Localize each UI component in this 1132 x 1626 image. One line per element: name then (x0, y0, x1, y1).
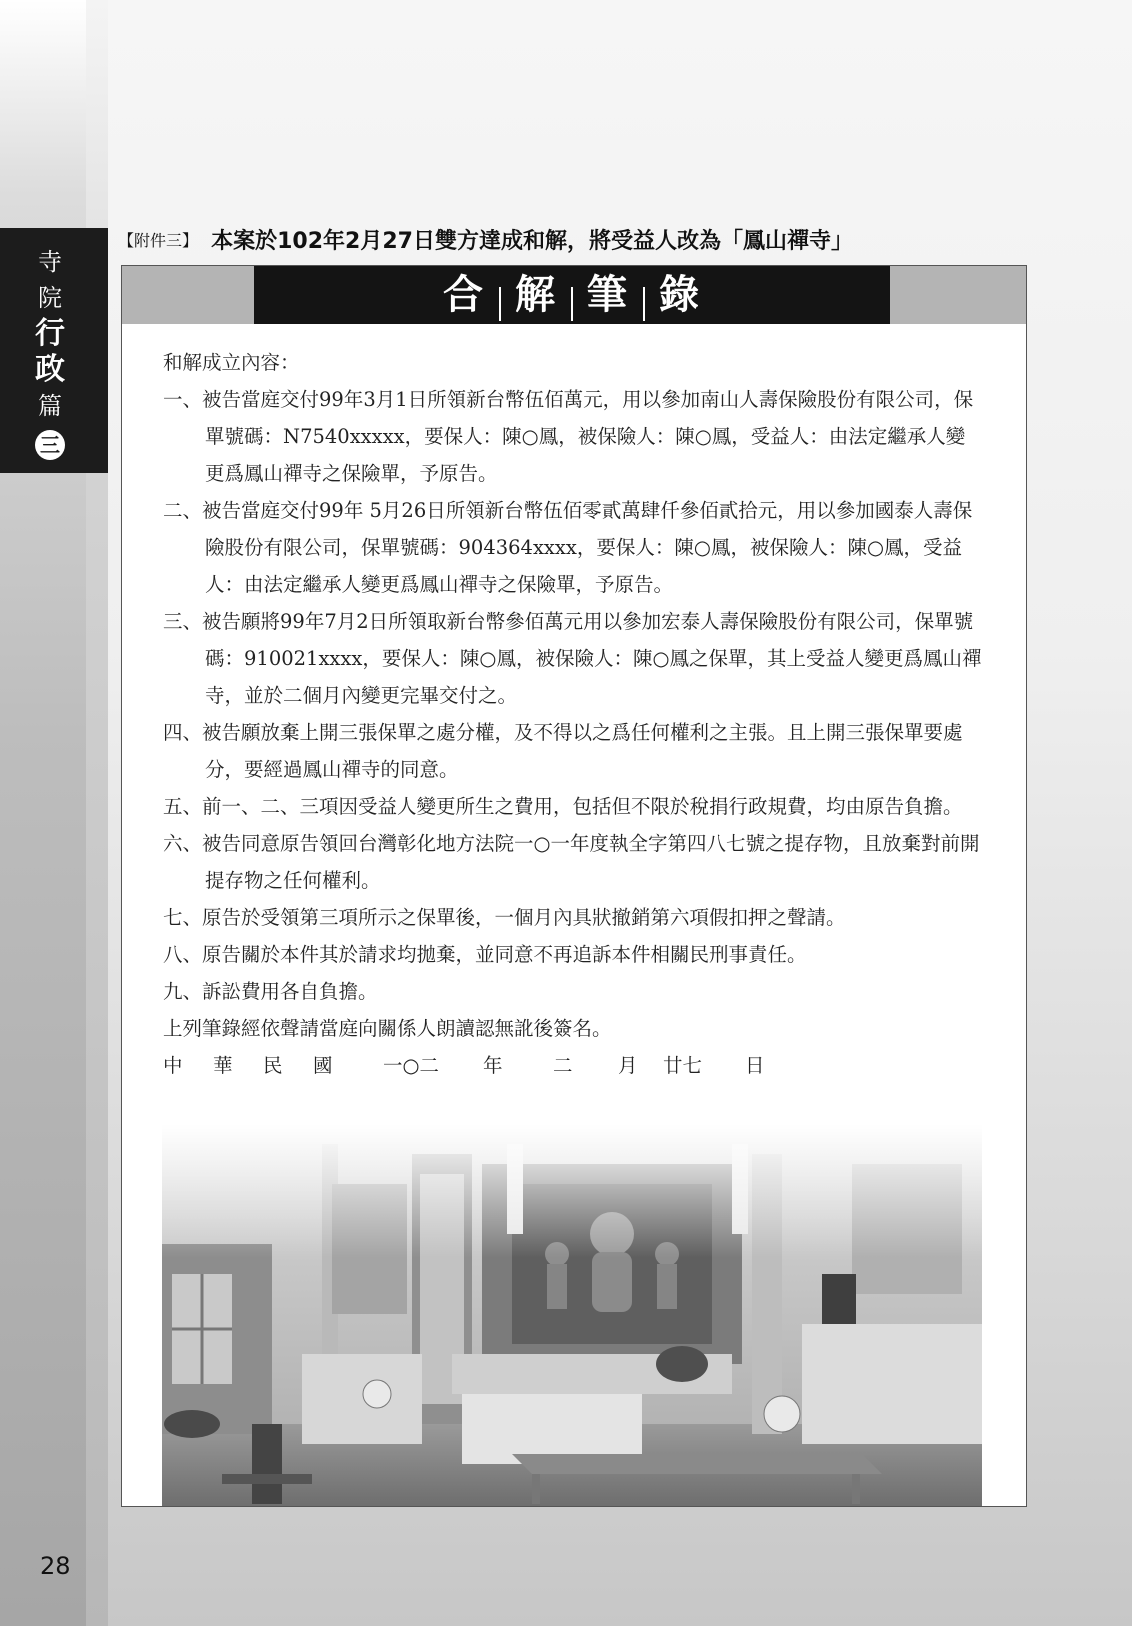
record-item: 三、被告願將99年7月2日所領取新台幣參佰萬元用以參加宏泰人壽保險股份有限公司，保單號碼：910021xxxx，要保人：陳○鳳，被保險人：陳○鳳之保單，其上受益人變更爲鳳山禪寺，並於二個月內變更完畢交付之。 (163, 610, 982, 707)
intro-line: 和解成立內容： (163, 351, 300, 374)
date-part: 國 (313, 1054, 333, 1077)
record-item: 六、被告同意原告領回台灣彰化地方法院一○一年度執全字第四八七號之提存物，且放棄對前開提存物之任何權利。 (163, 832, 980, 892)
section-char: 院 (38, 284, 62, 312)
record-item: 二、被告當庭交付99年 5月26日所領新台幣伍佰零貳萬肆仟參佰貳拾元，用以參加國泰人壽保險股份有限公司，保單號碼：904364xxxx，要保人：陳○鳳，被保險人：陳○鳳，受益人：由法定繼承人變更爲鳳山禪寺之保險單，予原告。 (163, 499, 973, 596)
date-part: 華 (213, 1054, 233, 1077)
date-part: 月 (618, 1054, 638, 1077)
attachment-tag: 【附件三】 (118, 231, 199, 250)
closing-line: 上列筆錄經依聲請當庭向關係人朗讀認無訛後簽名。 (163, 1017, 612, 1040)
record-item: 九、訴訟費用各自負擔。 (163, 980, 378, 1003)
title-divider (499, 287, 501, 321)
record-item: 八、原告關於本件其於請求均拋棄，並同意不再追訴本件相關民刑事責任。 (163, 943, 807, 966)
date-part: 中 (163, 1054, 183, 1077)
title-banner (254, 266, 890, 324)
record-item: 四、被告願放棄上開三張保單之處分權，及不得以之爲任何權利之主張。且上開三張保單要處分，要經過鳳山禪寺的同意。 (163, 721, 963, 781)
section-char: 寺 (38, 248, 62, 276)
record-item: 五、前一、二、三項因受益人變更所生之費用，包括但不限於稅捐行政規費，均由原告負擔。 (163, 795, 963, 818)
record-body (163, 344, 983, 1084)
section-tab (0, 228, 108, 473)
temple-interior-illustration (162, 1124, 982, 1506)
attachment-heading (118, 224, 853, 255)
section-char: 篇 (38, 392, 62, 420)
section-number-badge: 三 (35, 430, 65, 460)
date-part: 日 (745, 1054, 765, 1077)
record-item: 七、原告於受領第三項所示之保單後，一個月內具狀撤銷第六項假扣押之聲請。 (163, 906, 846, 929)
date-part: 二 (553, 1054, 573, 1077)
date-part: 民 (263, 1054, 283, 1077)
section-char: 政 (35, 352, 65, 387)
title-char: 錄 (659, 271, 701, 318)
date-part: 一○二 (383, 1054, 440, 1077)
settlement-record-panel (121, 265, 1027, 1507)
page-number: 28 (40, 1552, 71, 1580)
title-char: 筆 (587, 271, 629, 318)
date-line (163, 1047, 983, 1084)
date-part: 年 (483, 1054, 503, 1077)
record-item: 一、被告當庭交付99年3月1日所領新台幣伍佰萬元，用以參加南山人壽保險股份有限公司，保單號碼：N7540xxxxx，要保人：陳○鳳，被保險人：陳○鳳，受益人：由法定繼承人變更爲鳳山禪寺之保險單，予原告。 (163, 388, 974, 485)
title-char: 合 (443, 271, 485, 318)
title-char: 解 (515, 271, 557, 318)
title-divider (571, 287, 573, 321)
attachment-headline: 本案於102年2月27日雙方達成和解，將受益人改為「鳳山禪寺」 (211, 229, 853, 254)
title-divider (643, 287, 645, 321)
date-part: 廿七 (663, 1054, 703, 1077)
temple-interior-photo (162, 1124, 982, 1506)
section-char: 行 (35, 316, 65, 351)
